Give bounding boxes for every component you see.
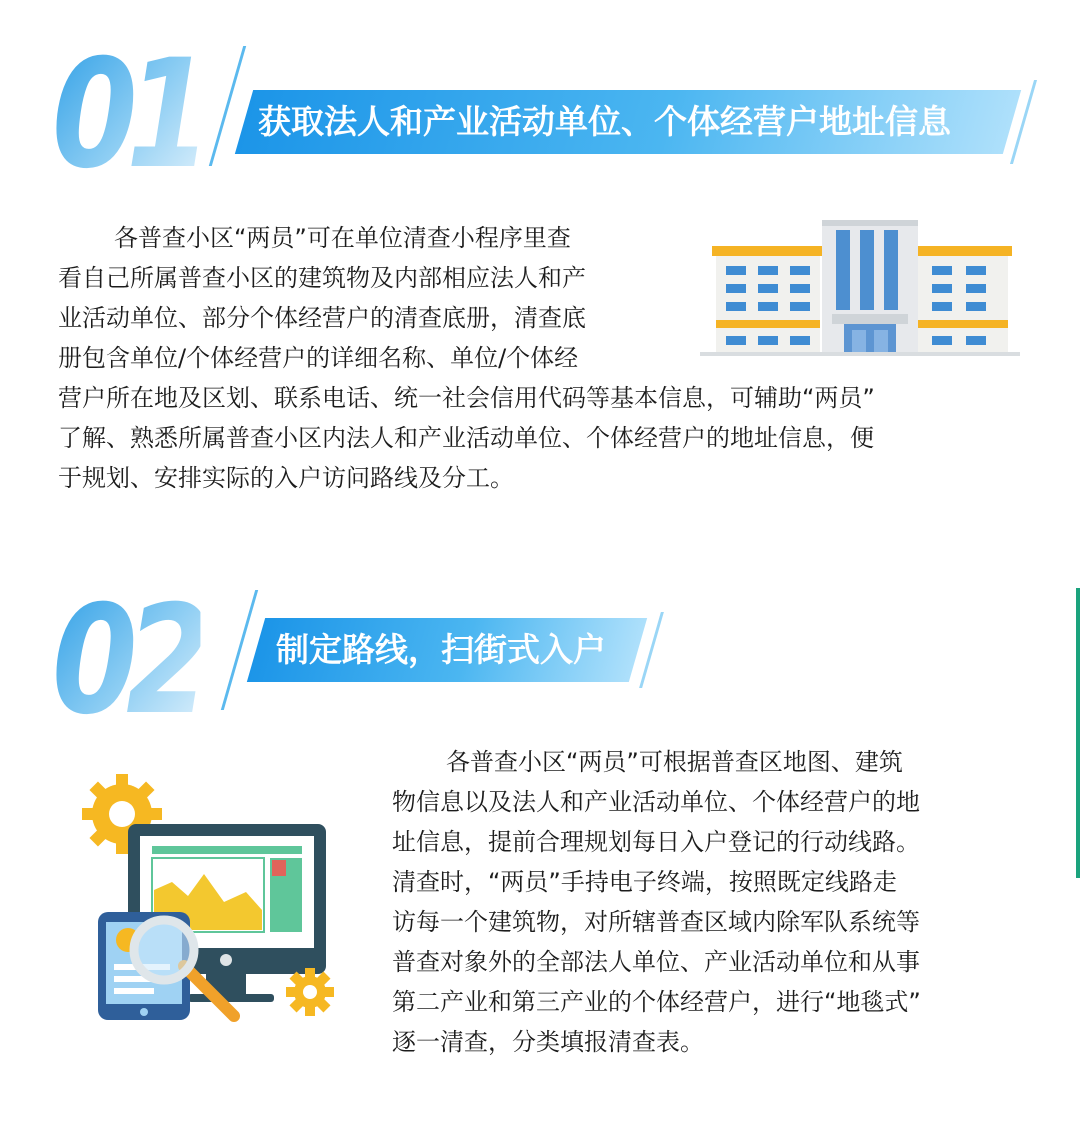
section-title: 制定路线，扫街式入户 — [276, 630, 606, 669]
section-title: 获取法人和产业活动单位、个体经营户地址信息 — [258, 102, 951, 141]
section-number: 01 — [52, 28, 201, 202]
paragraph-line: 于规划、安排实际的入户访问路线及分工。 — [58, 464, 514, 492]
paragraph-line: 逐一清查，分类填报清查表。 — [392, 1028, 704, 1056]
section-body — [392, 742, 921, 1062]
paragraph-line: 各普查小区“两员”可根据普查区地图、建筑 — [446, 748, 903, 776]
paragraph-line: 址信息，提前合理规划每日入户登记的行动线路。 — [392, 828, 920, 856]
monitor-tablet-search-icon — [76, 770, 346, 1040]
paragraph-line: 业活动单位、部分个体经营户的清查底册，清查底 — [58, 304, 586, 332]
section-number: 02 — [52, 574, 201, 748]
paragraph-line: 了解、熟悉所属普查小区内法人和产业活动单位、个体经营户的地址信息，便 — [58, 424, 874, 452]
paragraph-line: 营户所在地及区划、联系电话、统一社会信用代码等基本信息，可辅助“两员” — [58, 384, 875, 412]
paragraph-line: 各普查小区“两员”可在单位清查小程序里查 — [114, 224, 571, 252]
paragraph-line: 普查对象外的全部法人单位、产业活动单位和从事 — [392, 948, 920, 976]
paragraph-line: 第二产业和第三产业的个体经营户，进行“地毯式” — [392, 988, 921, 1016]
paragraph-line: 物信息以及法人和产业活动单位、个体经营户的地 — [392, 788, 920, 816]
office-building-icon — [700, 212, 1020, 362]
divider — [221, 590, 258, 710]
paragraph-line: 看自己所属普查小区的建筑物及内部相应法人和产 — [58, 264, 586, 292]
paragraph-line: 访每一个建筑物，对所辖普查区域内除军队系统等 — [392, 908, 920, 936]
paragraph-line: 册包含单位/个体经营户的详细名称、单位/个体经 — [58, 344, 579, 372]
edge-accent-bar — [1076, 588, 1080, 878]
paragraph-line: 清查时，“两员”手持电子终端，按照既定线路走 — [392, 868, 897, 896]
gear-icon — [286, 968, 334, 1016]
